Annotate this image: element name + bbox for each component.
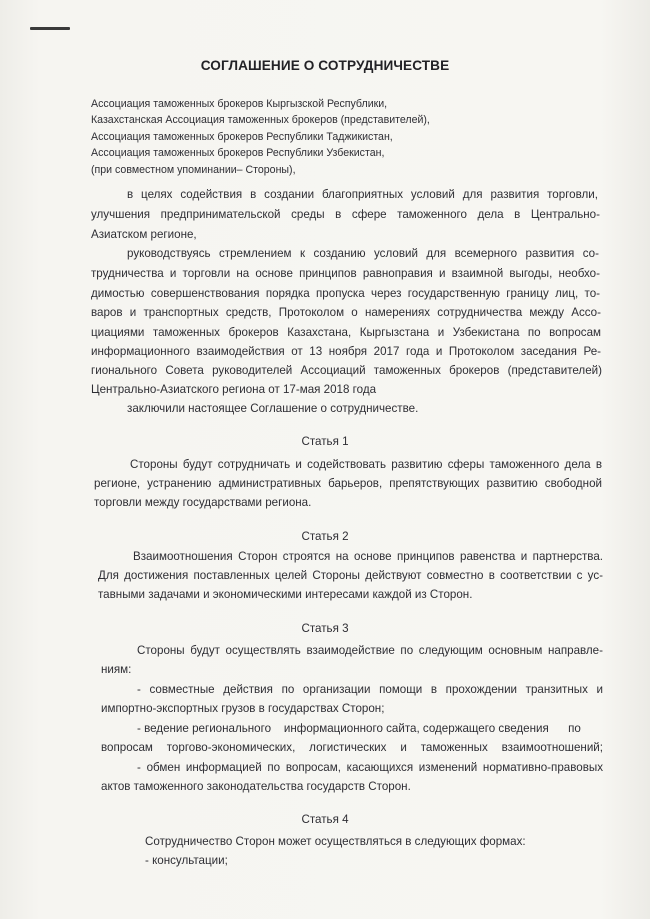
party-line: Ассоциация таможенных брокеров Кыргызской Республики, (91, 98, 388, 110)
article-heading: Статья 4 (301, 813, 349, 826)
preamble-line: варов и транспортных средств, Протоколом о намерениях сотрудничества между Ассо- (91, 306, 601, 319)
article-line: - ведение регионального информационного сайта, содержащего сведения по (137, 722, 581, 735)
article-line: вопросам торгово-экономических, логистических и таможенных взаимоотношений; (101, 741, 603, 754)
party-line: (при совместном упоминании– Стороны), (91, 164, 296, 176)
article-line: актов таможенного законодательства государств Сторон. (101, 780, 411, 793)
preamble-line: Центрально-Азиатского региона от 17-мая 2018 года (91, 383, 377, 396)
article-line: - совместные действия по организации помощи в прохождении транзитных и (137, 683, 603, 696)
article-line: - консультации; (145, 854, 228, 867)
preamble-line: информационного взаимодействия от 13 ноября 2017 года и Протоколом заседания Ре- (91, 345, 601, 358)
preamble-line: заключили настоящее Соглашение о сотрудничестве. (127, 402, 419, 415)
article-heading: Статья 2 (301, 530, 349, 543)
article-heading: Статья 1 (301, 435, 349, 448)
article-line: ниям: (101, 663, 132, 676)
article-line: регионе, устранению административных барьеров, препятствующих развитию свободной (94, 477, 602, 490)
article-line: торговли между государствами региона. (94, 496, 312, 509)
article-line: импортно-экспортных грузов в государствах Сторон; (101, 702, 385, 715)
preamble-line: димостью совершенствования порядка пропуска через государственную границу лиц, то- (91, 287, 600, 300)
article-line: Стороны будут осуществлять взаимодействие по следующим основным направле- (137, 644, 603, 657)
article-line: - обмен информацией по вопросам, касающихся изменений нормативно-правовых (137, 761, 603, 774)
scan-mark (30, 27, 70, 30)
article-line: тавными задачами и экономическими интересами каждой из Сторон. (98, 588, 473, 601)
preamble-line: в целях содействия в создании благоприятных условий для развития торговли, (127, 188, 598, 201)
article-line: Взаимоотношения Сторон строятся на основе принципов равенства и партнерства. (133, 550, 603, 563)
article-line: Сотрудничество Сторон может осуществляться в следующих формах: (145, 835, 526, 848)
party-line: Ассоциация таможенных брокеров Республики Узбекистан, (91, 147, 385, 159)
article-line: Стороны будут сотрудничать и содействовать развитию сферы таможенного дела в (130, 458, 602, 471)
party-line: Ассоциация таможенных брокеров Республики Таджикистан, (91, 131, 393, 143)
preamble-line: руководствуясь стремлением к созданию условий для всемерного развития со- (127, 247, 599, 260)
document-title: СОГЛАШЕНИЕ О СОТРУДНИЧЕСТВЕ (200, 58, 450, 73)
preamble-line: гионального Совета руководителей Ассоциаций таможенных брокеров (представителей) (91, 364, 602, 377)
preamble-line: улучшения предпринимательской среды в сфере таможенного дела в Центрально- (91, 208, 600, 221)
article-heading: Статья 3 (301, 622, 349, 635)
article-line: Для достижения поставленных целей Стороны действуют совместно в соответствии с ус- (98, 569, 603, 582)
party-line: Казахстанская Ассоциация таможенных брокеров (представителей), (91, 114, 430, 126)
preamble-line: трудничества и торговли на основе принципов равноправия и взаимной выгоды, необхо- (91, 267, 600, 280)
preamble-line: Азиатском регионе, (91, 228, 197, 241)
preamble-line: циациями таможенных брокеров Казахстана, Кыргызстана и Узбекистана по вопросам (91, 326, 601, 339)
